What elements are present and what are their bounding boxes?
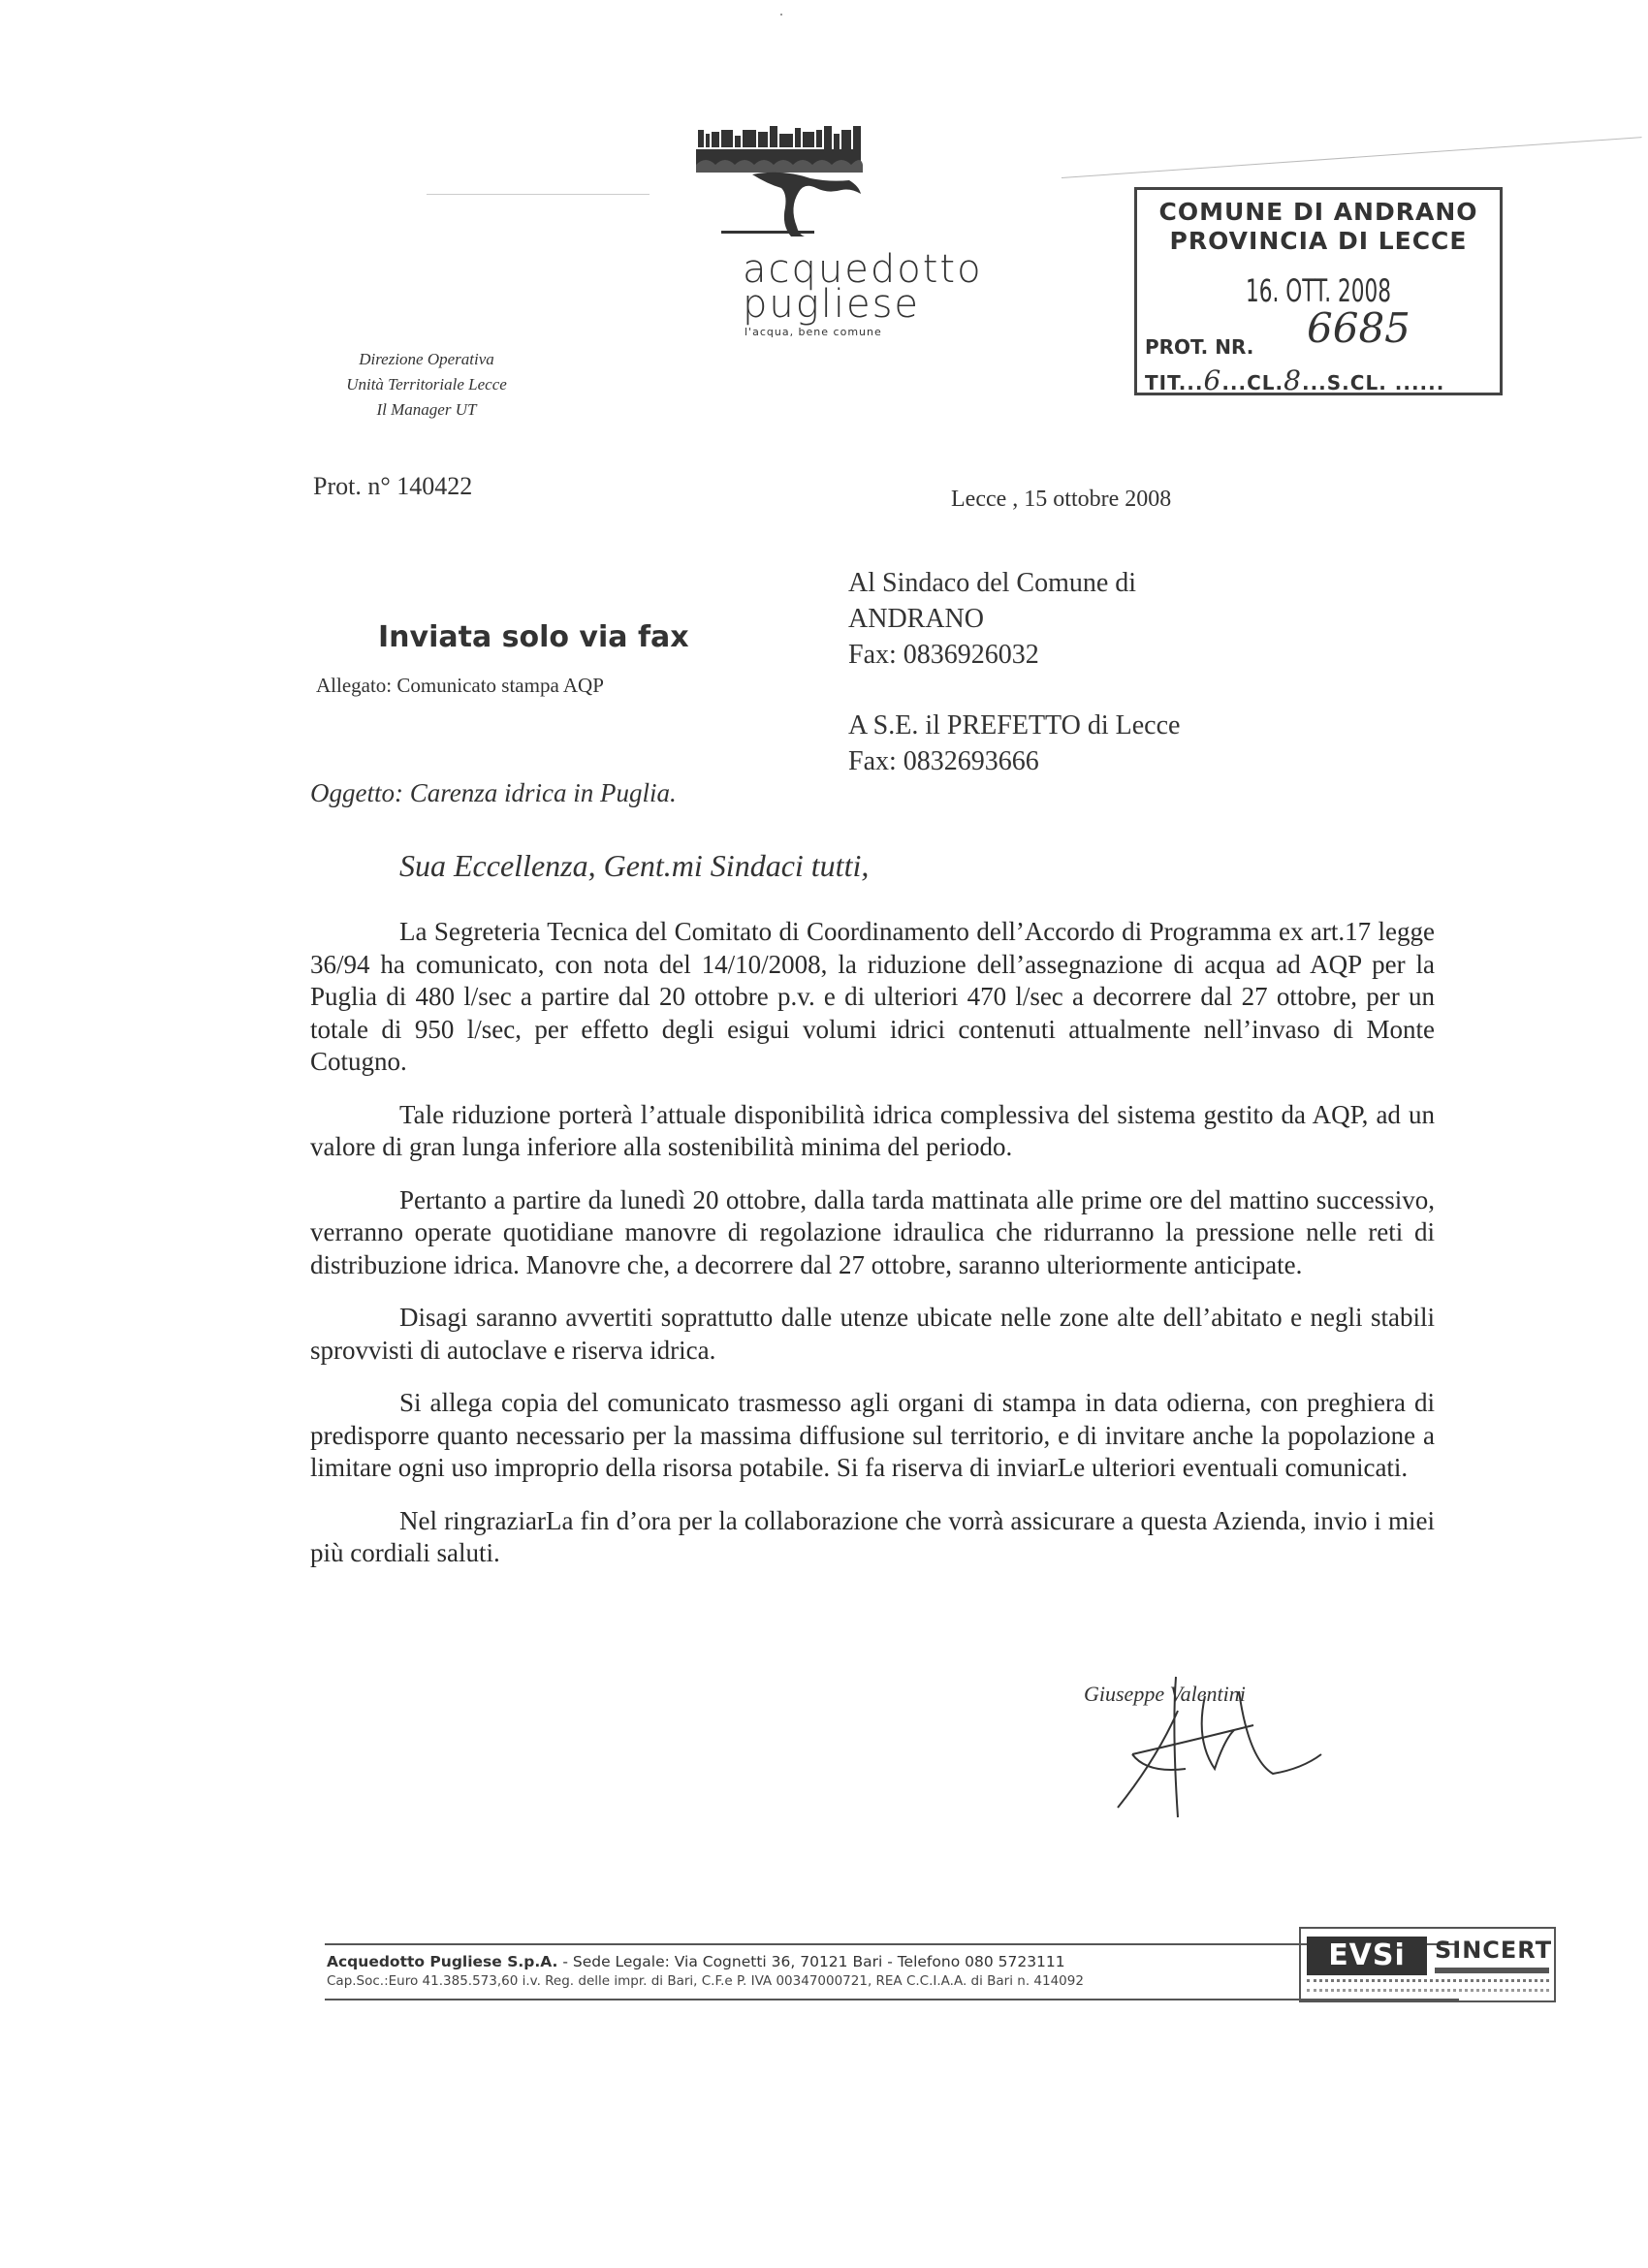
- cert-divider: [1435, 1968, 1549, 1973]
- body-paragraph: Disagi saranno avvertiti soprattutto dalle utenze ubicate nelle zone alte dell’abitato e negli stabili sprovvisti di autoclave e riserva idrica.: [310, 1303, 1435, 1365]
- stamp-prot-label: PROT. NR.: [1145, 335, 1254, 359]
- company-name-line-2: pugliese: [743, 282, 921, 327]
- footer-line-2: Cap.Soc.:Euro 41.385.573,60 i.v. Reg. delle impr. di Bari, C.F.e P. IVA 00347000721, REA C.C.I.A.A. di Bari n. 414092: [327, 1973, 1084, 1989]
- signature-block: [1079, 1672, 1331, 1822]
- footer-top-rule: [325, 1943, 1459, 1945]
- signatory-name: Giuseppe Valentini: [1084, 1682, 1246, 1706]
- footer-line-1: [327, 1953, 1065, 1970]
- sender-line: Il Manager UT: [376, 400, 477, 419]
- recipient-mayor: [848, 565, 1180, 673]
- stamp-cl-label: CL.: [1247, 371, 1284, 394]
- place-and-date: Lecce , 15 ottobre 2008: [951, 487, 1172, 512]
- stamp-province: PROVINCIA DI LECCE: [1169, 227, 1468, 255]
- stamp-tit-label: TIT.: [1145, 371, 1188, 394]
- protocol-number: Prot. n° 140422: [313, 472, 473, 500]
- stamp-cl-value: 8: [1284, 364, 1302, 396]
- letter-body: [310, 916, 1435, 1591]
- company-logo: [694, 126, 1024, 338]
- company-tagline: l'acqua, bene comune: [745, 326, 882, 338]
- attachment-note: Allegato: Comunicato stampa AQP: [316, 674, 604, 697]
- salutation: Sua Eccellenza, Gent.mi Sindaci tutti,: [399, 848, 870, 883]
- stamp-tit-value: 6: [1203, 364, 1222, 396]
- recipient-fax: Fax: 0836926032: [848, 640, 1039, 670]
- recipient-line: Al Sindaco del Comune di: [848, 568, 1137, 598]
- cert-fine-print: [1307, 1989, 1549, 1992]
- body-paragraph: La Segreteria Tecnica del Comitato di Coordinamento dell’Accordo di Programma ex art.17 legge 36/94 ha comunicato, con nota del 14/10/2008, la riduzione dell’assegnazione di acqua ad AQP per la Puglia di 480 l/sec a partire dal 20 ottobre p.v. e di ulteriori 470 l/sec a decorrere dal 27 ottobre, per un totale di 950 l/sec, per effetto degli esigui volumi idrici contenuti attualmente nell’invaso di Monte Cotugno.: [310, 917, 1435, 1076]
- cert-name: SINCERT: [1435, 1937, 1553, 1964]
- sender-line: Unità Territoriale Lecce: [346, 375, 507, 394]
- reception-stamp: [1134, 187, 1503, 395]
- stamp-classification-row: TIT...6...CL.8...S.CL. ......: [1145, 364, 1445, 396]
- aqueduct-tree-icon: [694, 126, 888, 247]
- stamp-scl-label: S.CL. ......: [1326, 371, 1445, 394]
- scan-edge-line: [427, 194, 650, 195]
- body-paragraph: Nel ringraziarLa fin d’ora per la collaborazione che vorrà assicurare a questa Azienda, invio i miei più cordiali saluti.: [310, 1505, 1435, 1567]
- company-name-line-1: acquedotto: [743, 247, 983, 292]
- stamp-municipality: COMUNE DI ANDRANO: [1158, 198, 1478, 226]
- certification-badge: [1299, 1927, 1556, 2002]
- footer-bottom-rule: [325, 1999, 1459, 2000]
- scan-speck: [780, 14, 782, 16]
- recipient-line: A S.E. il PREFETTO di Lecce: [848, 710, 1181, 740]
- sender-block: [320, 347, 533, 423]
- handwritten-signature: [1079, 1672, 1331, 1822]
- body-paragraph: Tale riduzione porterà l’attuale disponibilità idrica complessiva del sistema gestito da AQP, ad un valore di gran lunga inferiore alla sostenibilità minima del periodo.: [310, 1099, 1435, 1161]
- scan-edge-line: [1062, 137, 1642, 178]
- body-paragraph: Pertanto a partire da lunedì 20 ottobre, dalla tarda mattinata alle prime ore del mattino successivo, verranno operate quotidiane manovre di regolazione idraulica che ridurranno la pressione nelle reti di distribuzione idrica. Manovre che, a decorrere dal 27 ottobre, saranno ulteriormente anticipate.: [310, 1184, 1435, 1279]
- sender-line: Direzione Operativa: [359, 350, 494, 368]
- cert-fine-print: [1307, 1979, 1549, 1986]
- cert-logo: EVSi: [1307, 1937, 1427, 1975]
- footer-company: Acquedotto Pugliese S.p.A.: [327, 1953, 558, 1970]
- recipient-prefect: [848, 708, 1180, 779]
- stamp-date: 16. OTT. 2008: [1246, 272, 1391, 309]
- subject-line: Oggetto: Carenza idrica in Puglia.: [310, 778, 677, 807]
- stamp-handwritten-prot-number: 6685: [1307, 304, 1410, 352]
- recipient-line: ANDRANO: [848, 604, 984, 634]
- body-paragraph: Si allega copia del comunicato trasmesso agli organi di stampa in data odierna, con preghiera di predisporre quanto necessario per la massima diffusione sul territorio, e di invitare anche la popolazione a limitare ogni uso improprio della risorsa potabile. Si fa riserva di inviarLe ulteriori eventuali comunicati.: [310, 1388, 1435, 1482]
- recipient-fax: Fax: 0832693666: [848, 746, 1039, 776]
- fax-only-note: Inviata solo via fax: [378, 620, 689, 654]
- footer-address: - Sede Legale: Via Cognetti 36, 70121 Bari - Telefono 080 5723111: [557, 1953, 1065, 1970]
- recipients-block: [848, 565, 1180, 779]
